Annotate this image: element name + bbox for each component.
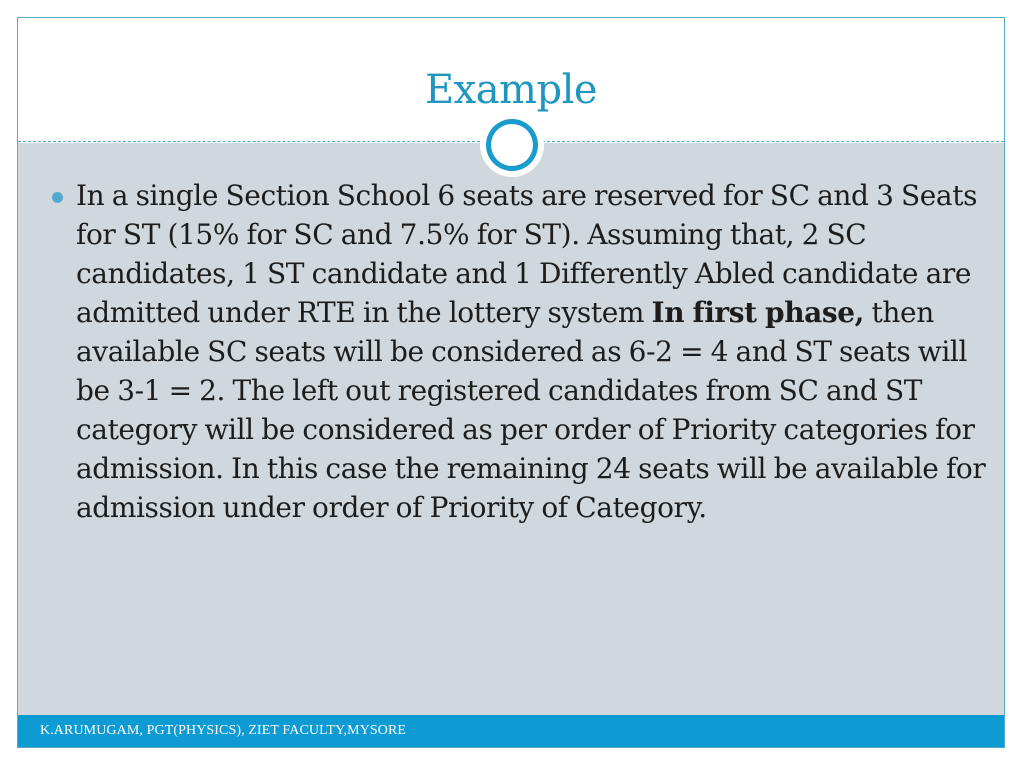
footer-bar: [18, 715, 1004, 747]
body-text-bold: In first phase,: [651, 296, 865, 329]
body-text-part2: then available SC seats will be considered as 6-2 = 4 and ST seats will be 3-1 = 2. The left out registered candidates from SC and ST category will be considered as per order of Priority categories for admission. In this case the remaining 24 seats will be available for admission under order of Priority of Category.: [76, 296, 986, 524]
footer-text: K.ARUMUGAM, PGT(PHYSICS), ZIET FACULTY,MYSORE: [40, 723, 407, 738]
slide-title: Example: [424, 67, 598, 113]
bullet-item: [76, 176, 986, 527]
circle-ornament-icon: [480, 113, 544, 177]
body-text-part1: In a single Section School 6 seats are reserved for SC and 3 Seats for ST (15% for SC and 7.5% for ST). Assuming that, 2 SC candidates, 1 ST candidate and 1 Differently Abled candidate are admitted under RTE in the lottery system: [76, 179, 978, 329]
bullet-dot-icon: [52, 192, 63, 203]
